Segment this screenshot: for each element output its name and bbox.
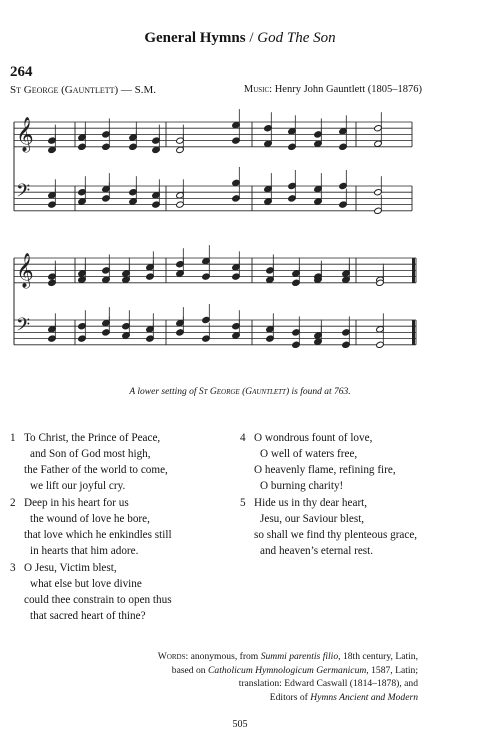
section-subtitle: God The Son — [257, 30, 336, 46]
verse-line: in hearts that him adore. — [30, 545, 139, 557]
words-source-title: Hymns Ancient and Modern — [310, 691, 418, 703]
verse-line: O Jesu, Victim blest, — [24, 562, 117, 574]
bass-clef-icon: 𝄢 — [16, 315, 31, 340]
verse-line: the wound of love he bore, — [30, 513, 150, 525]
verse-number: 1 — [10, 432, 16, 444]
verse-line: what else but love divine — [30, 578, 142, 590]
verse-line: O well of waters free, — [260, 448, 358, 460]
tune-title: St George (Gauntlett) — [10, 84, 119, 96]
verse-line: O heavenly flame, refining fire, — [254, 464, 396, 476]
verse-number: 2 — [10, 497, 16, 509]
tune-name — [10, 84, 156, 96]
verse-2 — [10, 495, 172, 559]
page-number: 505 — [232, 719, 248, 730]
treble-clef-icon: 𝄞 — [16, 117, 34, 152]
words-text: anonymous, from — [190, 651, 259, 662]
verse-3 — [10, 560, 172, 624]
verse-line: O burning charity! — [260, 480, 344, 492]
verse-5 — [240, 495, 418, 559]
verse-line: Hide us in thy dear heart, — [254, 497, 368, 509]
bass-clef-icon: 𝄢 — [16, 181, 31, 206]
words-credit-line — [108, 664, 418, 678]
section-title: General Hymns — [144, 30, 246, 46]
words-text: , 1587, Latin; — [366, 664, 418, 676]
words-credit-line: translation: Edward Caswall (1814–1878), and — [238, 678, 418, 689]
verse-line: Deep in his heart for us — [24, 497, 129, 509]
treble-clef-icon: 𝄞 — [16, 253, 34, 288]
verse-number: 5 — [240, 497, 246, 509]
verse-line: O wondrous fount of love, — [254, 432, 373, 444]
setting-note — [0, 387, 480, 397]
words-source-title: Summi parentis filio — [260, 651, 339, 662]
setting-note-tune: St George (Gauntlett) — [198, 387, 290, 397]
verse-number: 3 — [10, 562, 16, 574]
words-text: , 18th century, Latin, — [338, 651, 418, 662]
setting-note-prefix: A lower setting of — [129, 387, 197, 397]
music-credit — [244, 84, 422, 95]
verse-line: Jesu, our Saviour blest, — [260, 513, 365, 525]
verse-number: 4 — [240, 432, 246, 444]
words-label: Words: — [157, 651, 189, 662]
words-credit-line — [108, 691, 418, 705]
words-text: Editors of — [269, 691, 308, 703]
verse-line: that sacred heart of thine? — [30, 610, 146, 622]
words-source-title: Catholicum Hymnologicum Germanicum — [208, 664, 367, 676]
header-separator: / — [249, 30, 254, 46]
verse-4 — [240, 430, 396, 494]
words-text: based on — [171, 664, 206, 676]
words-credit-line — [108, 650, 418, 664]
tune-meter: — S.M. — [120, 84, 157, 96]
verse-line: could thee constrain to open thus — [24, 594, 172, 606]
verse-line: the Father of the world to come, — [24, 464, 168, 476]
hymn-number: 264 — [10, 64, 33, 80]
music-composer: Henry John Gauntlett (1805–1876) — [274, 84, 422, 95]
verse-line: so shall we find thy plenteous grace, — [254, 529, 418, 541]
music-label: Music: — [243, 84, 273, 95]
final-bar-line — [412, 258, 415, 283]
verse-line: that love which he enkindles still — [24, 529, 172, 541]
final-bar-line — [412, 320, 415, 345]
verse-line: we lift our joyful cry. — [30, 480, 126, 492]
verse-line: and Son of God most high, — [30, 448, 151, 460]
page-header — [0, 30, 480, 47]
verse-line: To Christ, the Prince of Peace, — [24, 432, 161, 444]
words-credit — [108, 650, 418, 704]
music-score — [0, 100, 480, 382]
verse-1 — [10, 430, 168, 494]
setting-note-suffix: is found at 763. — [291, 387, 351, 397]
verse-line: and heaven’s eternal rest. — [260, 545, 374, 557]
